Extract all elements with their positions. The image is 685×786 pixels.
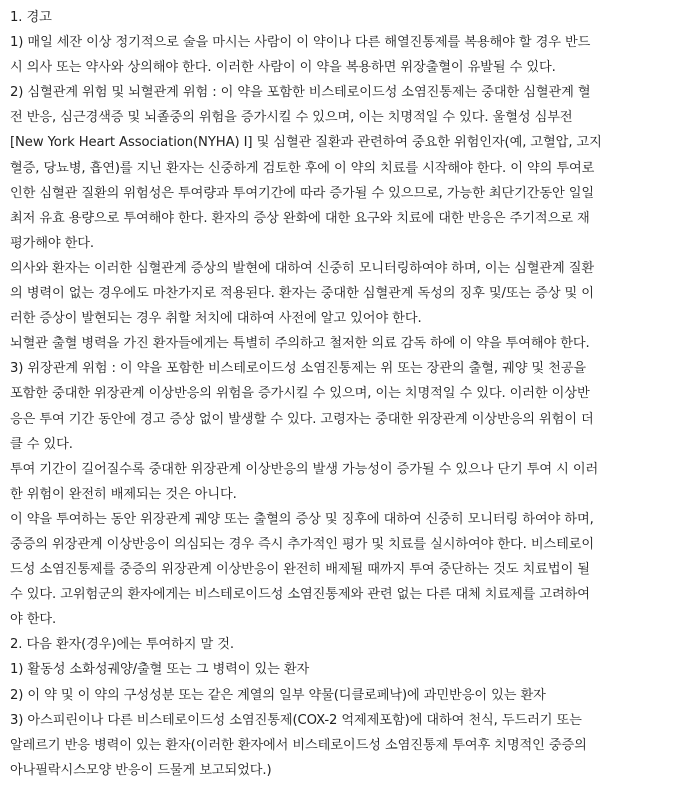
text-line: 클 수 있다. [10,436,73,452]
text-line: 3) 아스피린이나 다른 비스테로이드성 소염진통제(COX-2 억제제포함)에 대하여 천식, 두드러기 또는 [10,712,582,728]
text-line: 1) 활동성 소화성궤양/출혈 또는 그 병력이 있는 환자 [10,662,310,678]
text-line: 포함한 중대한 위장관계 이상반응의 위험을 증가시킬 수 있으며, 이는 치명적일 수 있다. 이러한 이상반 [10,386,590,402]
text-line: 한 위험이 완전히 배제되는 것은 아니다. [10,486,237,502]
text-line: 3) 위장관계 위험 : 이 약을 포함한 비스테로이드성 소염진통제는 위 또는 장관의 출혈, 궤양 및 천공을 [10,361,587,377]
text-line: 인한 심혈관 질환의 위험성은 투여량과 투여기간에 따라 증가될 수 있으므로, 가능한 최단기간동안 일일 [10,185,595,201]
text-line: [New York Heart Association(NYHA) Ⅰ] 및 심혈관 질환과 관련하여 중요한 위험인자(예, 고혈압, 고지 [10,135,602,151]
text-line: 이 약을 투여하는 동안 위장관계 궤양 또는 출혈의 증상 및 징후에 대하여 신중히 모니터링 하여야 하며, [10,511,594,527]
text-line: 시 의사 또는 약사와 상의해야 한다. 이러한 사람이 이 약을 복용하면 위장출혈이 유발될 수 있다. [10,60,556,76]
text-line: 혈증, 당뇨병, 흡연)를 지닌 환자는 신중하게 검토한 후에 이 약의 치료를 시작해야 한다. 이 약의 투여로 [10,160,595,176]
text-line: 의 병력이 없는 경우에도 마찬가지로 적용된다. 환자는 중대한 심혈관계 독성의 징후 및/또는 증상 및 이 [10,286,594,302]
text-line: 중증의 위장관계 이상반응이 의심되는 경우 즉시 추가적인 평가 및 치료를 실시하여야 한다. 비스테로이 [10,536,595,552]
section-heading-warning: 1. 경고 [10,10,52,25]
text-line: 1) 매일 세잔 이상 정기적으로 술을 마시는 사람이 이 약이나 다른 해열진통제를 복용해야 할 경우 반드 [10,35,591,51]
text-line: 러한 증상이 발현되는 경우 취할 처치에 대하여 사전에 알고 있어야 한다. [10,311,422,327]
text-line: 뇌혈관 출혈 병력을 가진 환자들에게는 특별히 주의하고 철저한 의료 감독 하에 이 약을 투여해야 한다. [10,336,590,352]
text-line: 투여 기간이 길어질수록 중대한 위장관계 이상반응의 발생 가능성이 증가될 수 있으나 단기 투여 시 이러 [10,461,599,477]
text-line: 응은 투여 기간 동안에 경고 증상 없이 발생할 수 있다. 고령자는 중대한 위장관계 이상반응의 위험이 더 [10,411,594,427]
text-line: 아나필락시스모양 반응이 드물게 보고되었다.) [10,762,272,778]
text-line: 수 있다. 고위험군의 환자에게는 비스테로이드성 소염진통제와 관련 없는 다른 대체 치료제를 고려하여 [10,587,590,603]
text-line: 전 반응, 심근경색증 및 뇌졸중의 위험을 증가시킬 수 있으며, 이는 치명적일 수 있다. 울혈성 심부전 [10,110,573,126]
text-line: 드성 소염진통제를 중증의 위장관계 이상반응이 완전히 배제될 때까지 투여 중단하는 것도 치료법이 될 [10,562,590,578]
section-heading-contraindications: 2. 다음 환자(경우)에는 투여하지 말 것. [10,637,234,653]
text-line: 2) 이 약 및 이 약의 구성성분 또는 같은 계열의 일부 약물(디클로페낙)에 과민반응이 있는 환자 [10,687,546,703]
text-line: 의사와 환자는 이러한 심혈관계 증상의 발현에 대하여 신중히 모니터링하여야 하며, 이는 심혈관계 질환 [10,260,595,276]
text-line: 최저 유효 용량으로 투여해야 한다. 환자의 증상 완화에 대한 요구와 치료에 대한 반응은 주기적으로 재 [10,210,590,226]
text-line: 2) 심혈관계 위험 및 뇌혈관계 위험 : 이 약을 포함한 비스테로이드성 소염진통제는 중대한 심혈관계 혈 [10,85,591,101]
text-line: 평가해야 한다. [10,235,95,251]
text-line: 알레르기 반응 병력이 있는 환자(이러한 환자에서 비스테로이드성 소염진통제 투여후 치명적인 중증의 [10,737,587,753]
text-line: 야 한다. [10,612,57,628]
